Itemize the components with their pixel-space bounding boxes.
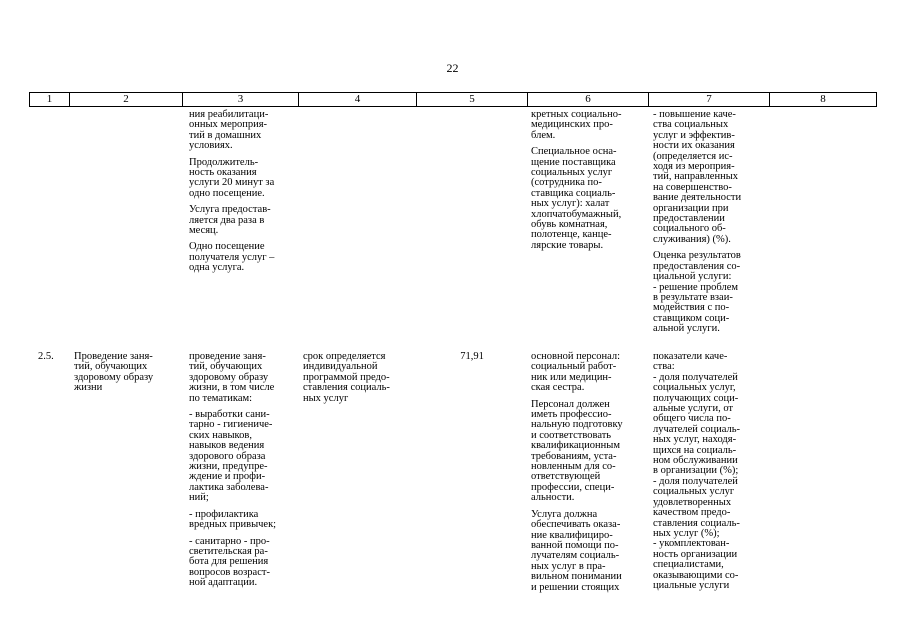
cont-row-col7 (653, 110, 771, 335)
row-2-5-tariff: 71,91 (460, 351, 484, 362)
column-number-header (29, 92, 877, 107)
cont-col3-para: Продолжитель- ность оказания услуги 20 минут за одно посещение. (189, 156, 275, 199)
cont-col3-para: ния реабилитаци- онных мероприя- тий в домашних условиях. (189, 109, 269, 152)
header-col-3: 3 (183, 93, 299, 107)
row-2-5-col7 (653, 352, 771, 591)
row-2-5-col3-para: проведение заня- тий, обучающих здоровому образу жизни, в том числе по тематикам: (189, 351, 275, 404)
cont-row-col6 (531, 110, 649, 251)
row-2-5-col6-para: Услуга должна обеспечивать оказа- ние квалифициро- ванной помощи по- лучателям социаль- ных услуг в пра- вильном понимании и решении стоящих (531, 508, 622, 593)
page-number: 22 (446, 61, 459, 75)
row-2-5-number: 2.5. (38, 351, 54, 362)
row-2-5-col6-para: Персонал должен иметь профессио- нальную подготовку и соответствовать квалификационным требованиям, уста- новленным для со- ответствующей профессии, специ- альности. (531, 398, 623, 504)
header-col-7: 7 (649, 93, 770, 107)
cont-col3-para: Одно посещение получателя услуг – одна услуга. (189, 241, 275, 274)
row-2-5-col6 (531, 352, 649, 593)
cont-row-col3 (189, 110, 303, 274)
row-2-5-col3-para: - санитарно - про- светительская ра- бота для решения вопросов возраст- ной адаптации. (189, 535, 270, 589)
row-2-5-col7-para: показатели каче- ства: - доля получателей социальных услуг, получающих соци- альные услуги, от общего числа по- лучателей социаль- ных услуг, находя- щихся на социаль- ном обслуживании в организации (%); - доля получателей социальных услуг удовлетворенных качеством предо- ставления социаль- ных услуг (%); - укомплектован- ность организации специалистами, оказывающими со- циальные услуги (653, 351, 740, 591)
row-2-5-service-name: Проведение заня- тий, обучающих здоровому образу жизни (74, 351, 154, 394)
row-2-5-col6-para: основной персонал: социальный работ- ник или медицин- ская сестра. (531, 351, 621, 394)
header-col-1: 1 (30, 93, 70, 107)
header-col-6: 6 (528, 93, 649, 107)
cont-col7-para: Оценка результатов предоставления со- циальной услуги: - решение проблем в результате взаи- модействия с по- ставщиком соци- альной услуги. (653, 250, 741, 335)
header-col-8: 8 (770, 93, 877, 107)
header-col-5: 5 (417, 93, 528, 107)
cont-col6-para: Специальное осна- щение поставщика социальных услуг (сотрудника по- ставщика социаль- ных услуг): халат хлопчатобумажный, обувь комнатная, полотенце, канце- лярские товары. (531, 146, 622, 251)
header-col-2: 2 (70, 93, 183, 107)
row-2-5-col3-para: - профилактика вредных привычек; (189, 508, 277, 531)
cont-col7-para: - повышение каче- ства социальных услуг и эффектив- ности их оказания (определяется ис- ходя из мероприя- тий, направленных на совершенство- вание деятельности организации при предоставлении социального об- служивания) (%). (653, 109, 742, 245)
row-2-5-term: срок определяется индивидуальной программой предо- ставления социаль- ных услуг (303, 351, 390, 404)
row-2-5-col3-para: - выработки сани- тарно - гигиениче- ских навыков, навыков ведения здорового образа жизни, предупре- ждение и профи- лактика заболева- ний; (189, 409, 273, 504)
header-col-4: 4 (299, 93, 417, 107)
cont-col6-para: кретных социально- медицинских про- блем. (531, 109, 622, 141)
row-2-5-col3 (189, 352, 303, 589)
cont-col3-para: Услуга предостав- ляется два раза в месяц. (189, 204, 271, 237)
